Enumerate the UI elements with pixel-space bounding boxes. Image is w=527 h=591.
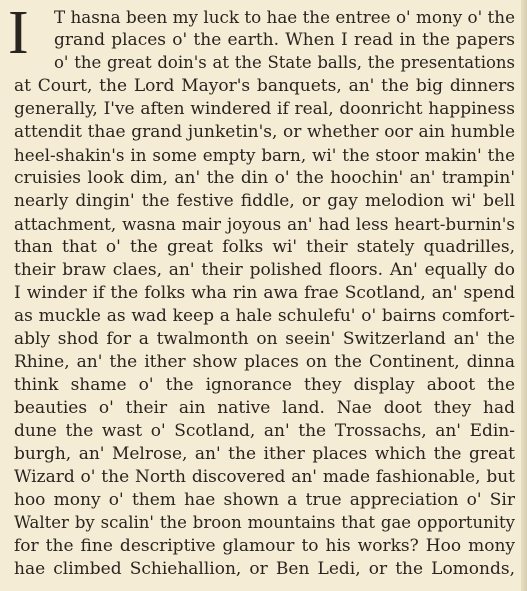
text-line-12: their braw claes, an' their polished floors. An' equally do [14, 260, 515, 280]
drop-cap: I [8, 0, 29, 67]
text-line-10: attachment, wasna mair joyous an' had less heart-burnin's [14, 214, 515, 234]
text-line-19: dune the wast o' Scotland, an' the Trossachs, an' Edin- [14, 421, 515, 441]
text-line-5: generally, I've aften windered if real, doonricht happiness [14, 99, 515, 119]
text-line-13: I winder if the folks wha rin awa frae Scotland, an' spend [14, 283, 515, 303]
text-line-20: burgh, an' Melrose, an' the ither places which the great [14, 444, 515, 464]
text-line-6: attendit thae grand junketin's, or whether oor ain humble [14, 122, 515, 142]
text-line-4: at Court, the Lord Mayor's banquets, an' the big dinners [14, 76, 515, 96]
text-line-3: o' the great doin's at the State balls, the presentations [54, 53, 515, 72]
text-line-7: heel-shakin's in some empty barn, wi' the stoor makin' the [14, 145, 515, 165]
text-line-1: T hasna been my luck to hae the entree o' mony o' the [54, 7, 515, 27]
text-line-15: ably shod for a twalmonth on seein' Switzerland an' the [14, 329, 515, 349]
text-line-14: as muckle as wad keep a hale schulefu' o' bairns comfort- [14, 306, 515, 326]
text-line-24: for the fine descriptive glamour to his works? Hoo mony [14, 536, 515, 556]
text-line-16: Rhine, an' the ither show places on the Continent, dinna [14, 352, 515, 372]
text-line-22: hoo mony o' them hae shown a true appreciation o' Sir [14, 490, 515, 510]
text-line-25: hae climbed Schiehallion, or Ben Ledi, or the Lomonds, [14, 559, 515, 579]
text-line-9: nearly dingin' the festive fiddle, or gay melodion wi' bell [14, 191, 515, 211]
text-line-18: beauties o' their ain native land. Nae doot they had [14, 398, 515, 418]
text-line-11: than that o' the great folks wi' their stately quadrilles, [14, 237, 515, 257]
text-line-23: Walter by scalin' the broon mountains that gae opportunity [14, 513, 515, 532]
text-line-8: cruisies look dim, an' the din o' the hoochin' an' trampin' [14, 168, 515, 188]
text-line-17: think shame o' the ignorance they display aboot the [14, 375, 515, 395]
page-edge-shadow [521, 0, 527, 591]
text-line-21: Wizard o' the North discovered an' made fashionable, but [14, 467, 515, 487]
text-line-2: grand places o' the earth. When I read in the papers [54, 30, 515, 50]
